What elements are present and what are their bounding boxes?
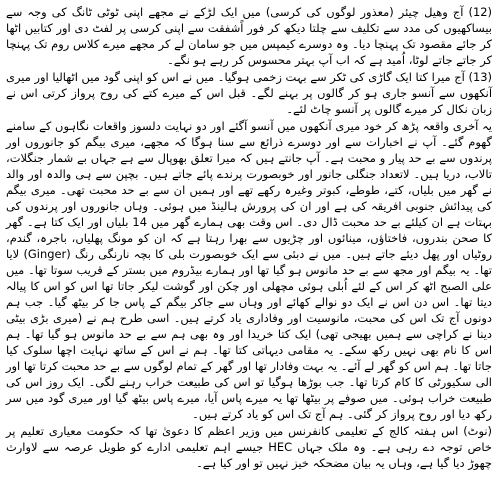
paragraph-note: (نوٹ) اس ہفتہ کالج کے تعلیمی کانفرنس میں وزیر اعظم کا دعویٰ تھا کہ حکومت معیاری تعلیم پر خاص توجہ دے رہی ہے۔ وہ ملک جہاں HEC جیسے اہم تعلیمی ادارے کو طویل عرصہ سے لاوارث چھوڑ دیا گیا ہے، وہاں یہ بیان مضحکہ خیز نہیں تو اور کیا ہے۔: [6, 424, 492, 470]
paragraph-13: (13) آج میرا کتا ایک گاڑی کی ٹکر سے بہت زخمی ہوگیا۔ میں نے اس کو اپنی گود میں اٹھالیا اور میری آنکھوں سے آنسو جاری ہو کر گالوں پر بہنے لگے۔ قبل اس کے میرے کتے کی روح پرواز کرتی اس نے زبان نکال کر میرے گالوں پر آنسو چاٹ لئے۔: [6, 70, 492, 116]
paragraph-12: (12) آج وھیل چیئر (معذور لوگوں کی کرسی) میں ایک لڑکے نے مجھے اپنی ٹوٹی ٹانگ کی وجہ سے بیساکھیوں کی مدد سے تکلیف سے چلتا دیکھ کر فور اًشفقت سے اپنی کرسی پر لفٹ دی اور کتابیں اٹھا کر جائے مقصود تک پہنچا دیا۔ وہ دوسرے کیمپس میں جو سامان لے کر مجھے میرے کلاس روم تک پہنچا کر جاتے جاتے لوٹا، اُمید ہے کہ اب آپ بہتر محسوس کر رہے ہو نگے۔: [6, 5, 492, 67]
paragraph-reflection: یہ آخری واقعہ پڑھ کر خود میری آنکھوں میں آنسو آگئے اور دو نہایت دلسوز واقعات نگاہوں کے سامنے گھوم گئے۔ آپ نے اخبارات سے اور دوسرے ذرائع سے سنا ہوگا کہ مجھے، میری بیگم کو جانوروں اور پرندوں سے بے حد پیار و محبت ہے۔ آپ جانتے ہیں کہ میرا تعلق بھوپال سے ہے جہاں بے شمار جنگلات، تالاب، دریا ہیں۔ لاتعداد جنگلی جانور اور خوبصورت پرندے پائے جاتے ہیں۔ بچپن سے ہی والدہ اور والد نے گھر میں بلیاں، کتے، طوطے، کبوتر وغیرہ رکھے تھے اور ہمیں ان سے بے حد محبت تھی۔ میری بیگم کی پیدائش جنوبی افریقہ کی ہے اور ان کی پرورش ہالینڈ میں ہوئی۔ وہاں جانوروں اور پرندوں کی بہتات ہے ان کیلئے بے حد محبت ڈال دی۔ اس وقت بھی ہمارے گھر میں 14 بلیاں اور ایک کتا ہے۔ گھر کا صحن بندروں، فاختاؤں، مینائوں اور چڑیوں سے بھرا رہتا ہے کہ ان کو مونگ پھلیاں، باجرہ، گندم، روٹیاں اور پھل دیئے جاتے ہیں۔ میں نے دبئی سے ایک خوبصورت بلی کا بچہ نارنگی رنگ (Ginger) لایا تھا۔ یہ بیگم اور مجھ سے بے حد مانوس ہو گیا تھا اور ہمارے بیڈروم میں بستر کے قریب سوتا تھا۔ میں علی الصبح اٹھ کر اس کے لئے اُبلی ہوئی مچھلی اور چکن اور گوشت لیکر جاتا تھا اس کو اس کا پیالہ دیتا تھا۔ اس دن اس نے ایک دو نوالے کھائے اور وہاں سے جاکر بیگم کے پاس جا کر بیٹھ گیا۔ جب ہم دونوں آج تک اس کی محبت، مانوسیت اور وفاداری یاد کرتے ہیں۔ اسی طرح ہم نے (میری بڑی بیٹی دینا نے کراچی سے ہمیں بھیجی تھی) ایک کتا خریدا اور وہ بھی ہم سے بے حد مانوس ہو گیا تھا۔ ہم اس کا نام بھی نہیں رکھ سکے۔ یہ مقامی دیہاتی کتا تھا۔ ہم نے اس کے ساتھ نہایت اچھا سلوک کیا جاتا تھا۔ ہم اس کو گھر لے آئے۔ یہ بہت وفادار تھا اور گھر کے تمام لوگوں سے بے حد محبت کرتا تھا اور الی سکیورٹی کا کام کرتا تھا۔ جب بوڑھا ہوگیا تو اس کی طبیعت خراب رہنے لگی۔ ایک روز اس کی طبیعت خراب ہوئی۔ میں صوفے پر بیٹھا تھا یہ میرے پاس آیا، میرے پاس بیٹھ گیا اور میری گود میں سر رکھ دیا اور روح پرواز کر گئی۔ ہم آج تک اس کو یاد کرتے ہیں۔: [6, 119, 492, 421]
